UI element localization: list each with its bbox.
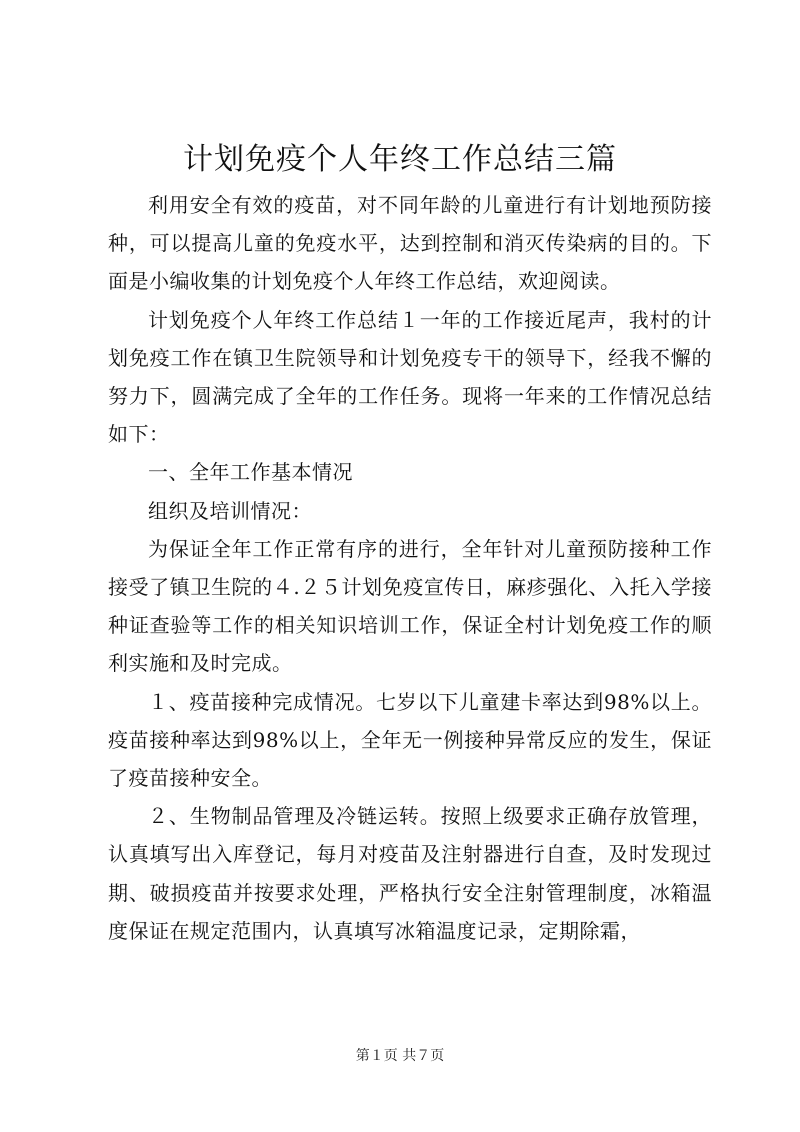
document-body — [108, 186, 712, 950]
section-heading-basic-situation: 一、全年工作基本情况 — [148, 460, 353, 485]
paragraph-vaccination: １、疫苗接种完成情况。七岁以下儿童建卡率达到98%以上。疫苗接种率达到98%以上，全年无一例接种异常反应的发生，保证了疫苗接种安全。 — [108, 689, 712, 791]
paragraph-training: 为保证全年工作正常有序的进行，全年针对儿童预防接种工作接受了镇卫生院的４.２５计划免疫宣传日，麻疹强化、入托入学接种证查验等工作的相关知识培训工作，保证全村计划免疫工作的顺利实施和及时完成。 — [108, 536, 712, 676]
page-number-footer: 第１页 共７页 — [355, 1048, 445, 1064]
subheading-training: 组织及培训情况： — [148, 498, 312, 523]
paragraph-cold-chain: ２、生物制品管理及冷链运转。按照上级要求正确存放管理，认真填写出入库登记，每月对疫苗及注射器进行自查，及时发现过期、破损疫苗并按要求处理，严格执行安全注射管理制度，冰箱温度保证在规定范围内，认真填写冰箱温度记录，定期除霜， — [108, 804, 712, 943]
paragraph-intro: 利用安全有效的疫苗，对不同年龄的儿童进行有计划地预防接种，可以提高儿童的免疫水平，达到控制和消灭传染病的目的。下面是小编收集的计划免疫个人年终工作总结，欢迎阅读。 — [108, 193, 712, 294]
document-title: 计划免疫个人年终工作总结三篇 — [183, 142, 617, 177]
paragraph-summary-1: 计划免疫个人年终工作总结１一年的工作接近尾声，我村的计划免疫工作在镇卫生院领导和计划免疫专干的领导下，经我不懈的努力下，圆满完成了全年的工作任务。现将一年来的工作情况总结如下： — [108, 307, 712, 447]
